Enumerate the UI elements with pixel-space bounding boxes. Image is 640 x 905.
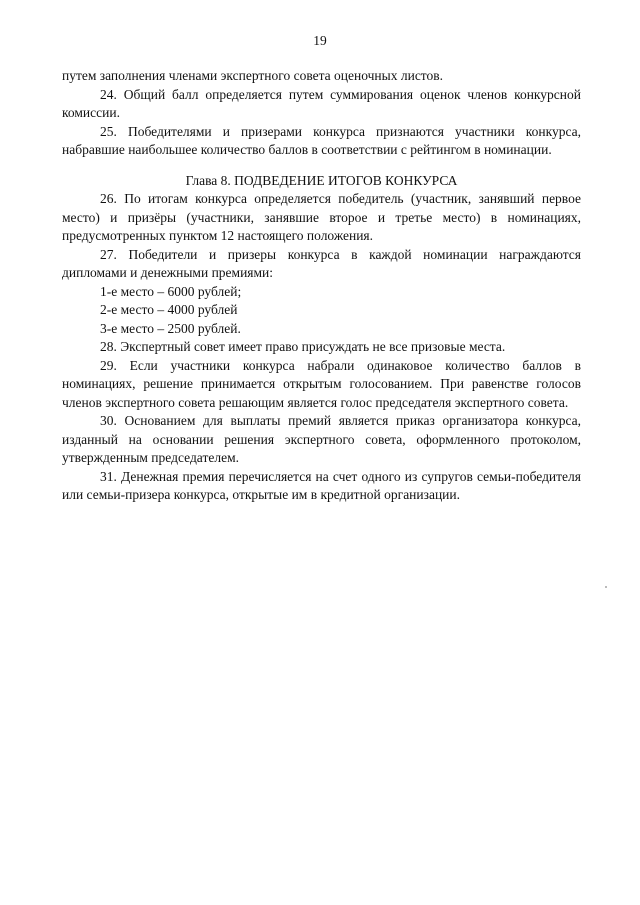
paragraph-27: 27. Победители и призеры конкурса в каждой номинации награждаются дипломами и денежными премиями: [62,246,581,280]
scan-speck [605,586,607,588]
chapter-heading: Глава 8. ПОДВЕДЕНИЕ ИТОГОВ КОНКУРСА [185,172,458,188]
prize-second-place: 2-е место – 4000 рублей [100,302,238,317]
paragraph-29: 29. Если участники конкурса набрали одинаковое количество баллов в номинациях, решение принимается открытым голосованием. При равенстве голосов членов экспертного совета решающим является голос председателя экспертного совета. [62,357,581,410]
paragraph-24: 24. Общий балл определяется путем суммирования оценок членов конкурсной комиссии. [62,86,581,120]
paragraph-30: 30. Основанием для выплаты премий является приказ организатора конкурса, изданный на основании решения экспертного совета, оформленного протоколом, утвержденным председателем. [62,413,581,465]
paragraph-26: 26. По итогам конкурса определяется победитель (участник, занявший первое место) и призёры (участники, занявшие второе и третье место) в номинациях, предусмотренных пунктом 12 настоящего положения. [62,191,581,243]
prize-third-place: 3-е место – 2500 рублей. [100,320,241,336]
document-body [62,67,581,505]
prize-first-place: 1-е место – 6000 рублей; [100,283,242,299]
paragraph-31: 31. Денежная премия перечисляется на счет одного из супругов семьи-победителя или семьи-призера конкурса, открытые им в кредитной организации. [62,468,581,502]
paragraph-25: 25. Победителями и призерами конкурса признаются участники конкурса, набравшие наибольшее количество баллов в соответствии с рейтингом в номинации. [62,123,581,157]
page-number: 19 [313,33,327,48]
paragraph-continuation: путем заполнения членами экспертного совета оценочных листов. [62,68,444,83]
paragraph-28: 28. Экспертный совет имеет право присуждать не все призовые места. [100,339,506,354]
